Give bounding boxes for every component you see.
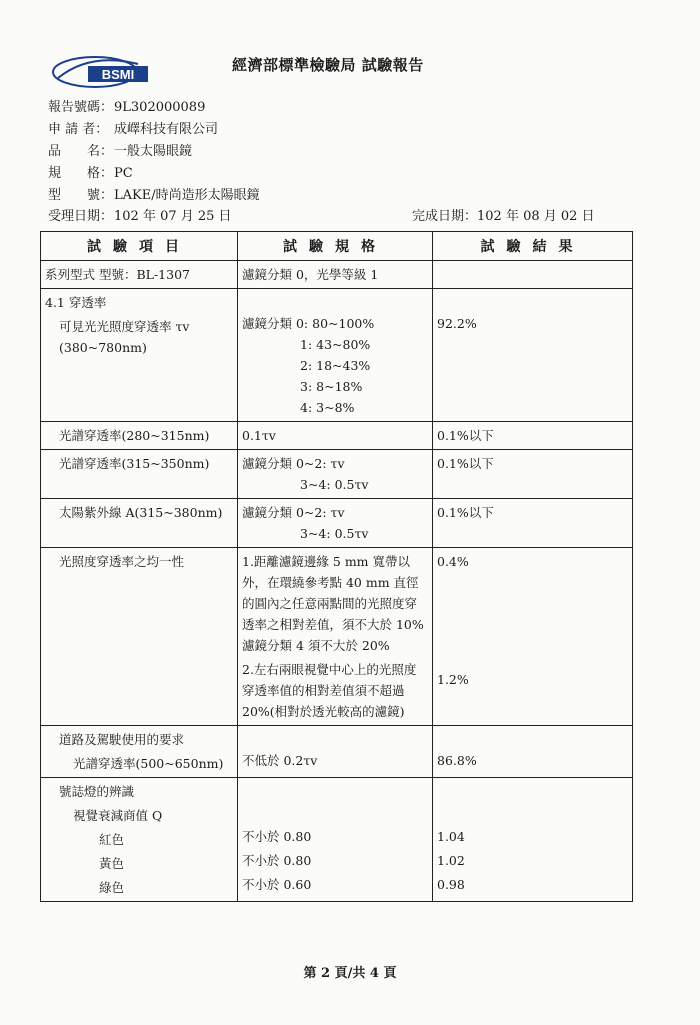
row-result: 0.1%以下 bbox=[437, 456, 494, 471]
row-item: 可見光光照度穿透率 τv (380~780nm) bbox=[59, 319, 190, 355]
row-spec-1: 1.距離濾鏡邊緣 5 mm 寬帶以外，在環繞參考點 40 mm 直徑的圓內之任意兩點間的光照度穿透率之相對差值，須不大於 10%濾鏡分類 4 須不大於 20% bbox=[242, 554, 424, 653]
row-item: 視覺衰減商值 Q bbox=[73, 808, 163, 823]
logo-text: BSMI bbox=[101, 67, 135, 82]
spec-line: 3~4: 0.5τv bbox=[300, 477, 369, 492]
received-date: 102 年 07 月 25 日 bbox=[114, 209, 232, 224]
row-spec bbox=[238, 499, 432, 547]
filter-category-line: 3: 8~18% bbox=[300, 379, 363, 394]
spec-line: 3~4: 0.5τv bbox=[300, 526, 369, 541]
header-test-spec: 試驗規格 bbox=[238, 232, 433, 261]
color-red-label: 紅色 bbox=[99, 832, 125, 847]
spec: PC bbox=[114, 166, 133, 181]
row-result bbox=[433, 261, 632, 267]
table-row bbox=[41, 778, 633, 902]
row-spec: 不低於 0.2τv bbox=[242, 753, 318, 768]
spec-yellow: 不小於 0.80 bbox=[242, 853, 312, 868]
result-yellow: 1.02 bbox=[437, 853, 465, 868]
row-spec: 濾鏡分類 0，光學等級 1 bbox=[242, 267, 379, 282]
table-header-row bbox=[41, 232, 633, 261]
row-item: 光譜穿透率(280~315nm) bbox=[59, 428, 210, 443]
color-green-label: 綠色 bbox=[99, 880, 125, 895]
row-item: 光譜穿透率(500~650nm) bbox=[73, 756, 224, 771]
row-result: 86.8% bbox=[437, 753, 477, 768]
row-result-2: 1.2% bbox=[437, 672, 469, 687]
completed-date-label: 完成日期： bbox=[412, 209, 478, 224]
row-result: 0.1%以下 bbox=[437, 505, 494, 520]
model-label: 型 號： bbox=[48, 188, 114, 203]
report-number-row bbox=[48, 99, 205, 117]
filter-category-line: 1: 43~80% bbox=[300, 337, 371, 352]
applicant-row bbox=[48, 121, 218, 139]
filter-category-list bbox=[242, 313, 428, 418]
spec-label: 規 格： bbox=[48, 166, 114, 181]
row-spec: 0.1τv bbox=[242, 428, 276, 443]
row-item-heading: 道路及駕駛使用的要求 bbox=[59, 732, 185, 747]
applicant: 成嶧科技有限公司 bbox=[114, 122, 219, 137]
table-row bbox=[41, 726, 633, 778]
filter-category-line: 2: 18~43% bbox=[300, 358, 371, 373]
spec-row bbox=[48, 165, 133, 183]
row-spec bbox=[238, 310, 432, 421]
received-date-label: 受理日期： bbox=[48, 209, 114, 224]
result-green: 0.98 bbox=[437, 877, 465, 892]
row-item: 太陽紫外線 A(315~380nm) bbox=[59, 505, 223, 520]
product-row bbox=[48, 143, 192, 161]
row-spec bbox=[238, 450, 432, 498]
report-title: 經濟部標準檢驗局 試驗報告 bbox=[232, 56, 424, 74]
received-date-row bbox=[48, 208, 232, 226]
applicant-label: 申 請 者： bbox=[48, 122, 109, 137]
completed-date-row bbox=[412, 208, 595, 226]
row-item: 光譜穿透率(315~350nm) bbox=[59, 456, 210, 471]
table-row bbox=[41, 289, 633, 422]
table-row bbox=[41, 261, 633, 289]
test-results-table bbox=[40, 231, 633, 902]
product: 一般太陽眼鏡 bbox=[114, 144, 193, 159]
table-row bbox=[41, 499, 633, 548]
row-item-heading: 4.1 穿透率 bbox=[45, 295, 107, 310]
model-row bbox=[48, 187, 260, 205]
row-item: 光照度穿透率之均一性 bbox=[59, 554, 185, 569]
row-result-1: 0.4% bbox=[437, 554, 469, 569]
spec-line: 濾鏡分類 0~2: τv bbox=[242, 456, 345, 471]
header-test-item: 試驗項目 bbox=[41, 232, 238, 261]
page-number: 第 2 頁/共 4 頁 bbox=[303, 966, 397, 981]
filter-category-line: 濾鏡分類 0: 80~100% bbox=[242, 316, 375, 331]
row-item: 系列型式 型號：BL-1307 bbox=[45, 267, 190, 282]
table-row bbox=[41, 450, 633, 499]
row-spec-2: 2.左右兩眼視覺中心上的光照度穿透率值的相對差值須不超過 20%(相對於透光較高的濾鏡) bbox=[242, 662, 417, 719]
row-item-heading: 號誌燈的辨識 bbox=[59, 784, 135, 799]
product-label: 品 名： bbox=[48, 144, 114, 159]
spec-green: 不小於 0.60 bbox=[242, 877, 312, 892]
spec-red: 不小於 0.80 bbox=[242, 829, 312, 844]
report-number: 9L302000089 bbox=[114, 100, 206, 115]
spec-line: 濾鏡分類 0~2: τv bbox=[242, 505, 345, 520]
header-test-result: 試驗結果 bbox=[433, 232, 633, 261]
row-result: 92.2% bbox=[437, 316, 477, 331]
filter-category-line: 4: 3~8% bbox=[300, 400, 355, 415]
result-red: 1.04 bbox=[437, 829, 465, 844]
bsmi-logo bbox=[50, 50, 150, 90]
report-number-label: 報告號碼： bbox=[48, 100, 114, 115]
completed-date: 102 年 08 月 02 日 bbox=[477, 209, 595, 224]
model: LAKE/時尚造形太陽眼鏡 bbox=[114, 188, 260, 203]
row-result: 0.1%以下 bbox=[437, 428, 494, 443]
table-row bbox=[41, 422, 633, 450]
color-yellow-label: 黃色 bbox=[99, 856, 125, 871]
table-row bbox=[41, 548, 633, 726]
